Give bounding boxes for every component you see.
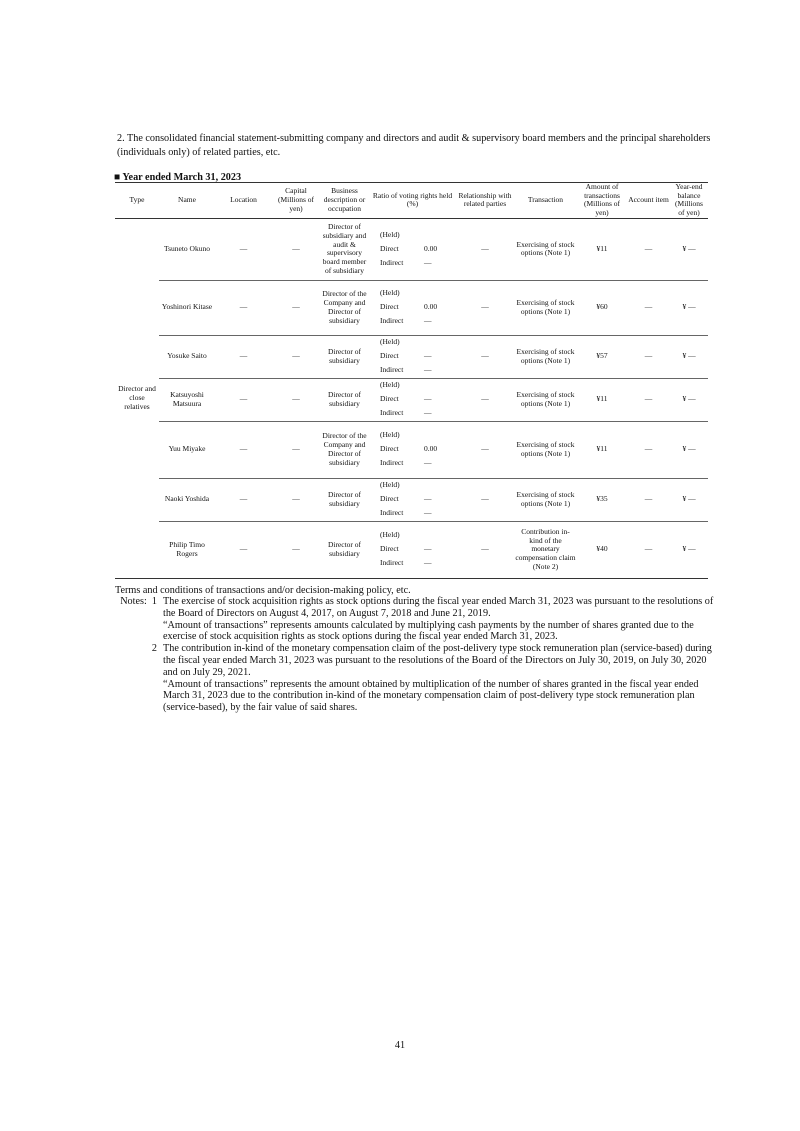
name-cell: Yuu Miyake	[159, 421, 215, 478]
related-party-table	[115, 182, 708, 579]
col-header-balance: Year-end balance (Millions of yen)	[670, 183, 708, 219]
type-cell: Director and close relatives	[115, 218, 159, 578]
transaction-cell: Exercising of stock options (Note 1)	[514, 478, 577, 521]
account-cell: —	[627, 478, 670, 521]
col-header-transaction: Transaction	[514, 183, 577, 219]
table-row	[115, 521, 708, 578]
relationship-cell: —	[456, 218, 514, 280]
capital-cell: —	[272, 478, 320, 521]
ratio-indirect-value: —	[424, 458, 432, 468]
table-row	[115, 218, 708, 280]
ratio-indirect-label: Indirect	[380, 316, 404, 326]
ratio-cell	[369, 378, 456, 421]
note-2	[117, 643, 717, 678]
col-header-location: Location	[215, 183, 272, 219]
ratio-held-label: (Held)	[380, 288, 400, 298]
ratio-cell	[369, 280, 456, 335]
terms-line: Terms and conditions of transactions and/or decision-making policy, etc.	[115, 585, 411, 596]
relationship-cell: —	[456, 280, 514, 335]
capital-cell: —	[272, 421, 320, 478]
account-cell: —	[627, 335, 670, 378]
amount-cell: ¥40	[577, 521, 627, 578]
table-row	[115, 378, 708, 421]
ratio-cell	[369, 335, 456, 378]
col-header-amount: Amount of transactions (Millions of yen)	[577, 183, 627, 219]
balance-cell: ¥ —	[670, 218, 708, 280]
ratio-held-label: (Held)	[380, 229, 400, 239]
capital-cell: —	[272, 378, 320, 421]
ratio-indirect-label: Indirect	[380, 257, 404, 267]
col-header-account: Account item	[627, 183, 670, 219]
ratio-held-label: (Held)	[380, 430, 400, 440]
business-cell: Director of the Company and Director of subsidiary	[320, 421, 369, 478]
transaction-cell: Exercising of stock options (Note 1)	[514, 421, 577, 478]
location-cell: —	[215, 280, 272, 335]
ratio-indirect-value: —	[424, 408, 432, 418]
ratio-direct-label: Direct	[380, 302, 399, 312]
capital-cell: —	[272, 335, 320, 378]
ratio-direct-label: Direct	[380, 243, 399, 253]
ratio-direct-label: Direct	[380, 544, 399, 554]
business-cell: Director of subsidiary and audit & supervisory board member of subsidiary	[320, 218, 369, 280]
amount-cell: ¥11	[577, 378, 627, 421]
ratio-direct-value: —	[424, 494, 432, 504]
ratio-indirect-label: Indirect	[380, 408, 404, 418]
ratio-cell	[369, 421, 456, 478]
location-cell: —	[215, 335, 272, 378]
name-cell: Tsuneto Okuno	[159, 218, 215, 280]
note-2-num: 2	[151, 643, 157, 655]
account-cell: —	[627, 421, 670, 478]
ratio-indirect-label: Indirect	[380, 458, 404, 468]
ratio-indirect-value: —	[424, 508, 432, 518]
name-cell: Naoki Yoshida	[159, 478, 215, 521]
account-cell: —	[627, 521, 670, 578]
note-2-para-text: “Amount of transactions” represents the amount obtained by multiplication of the number of shares granted in the fiscal year ended March 31, 2023 due to the contribution in-kind of the monetary compensation claim of post-delivery type stock remuneration plan (service-based), by the fair value of said shares.	[163, 678, 699, 714]
ratio-indirect-value: —	[424, 558, 432, 568]
amount-cell: ¥57	[577, 335, 627, 378]
ratio-held-label: (Held)	[380, 530, 400, 540]
col-header-capital: Capital (Millions of yen)	[272, 183, 320, 219]
business-cell: Director of the Company and Director of subsidiary	[320, 280, 369, 335]
table-row	[115, 478, 708, 521]
ratio-direct-label: Direct	[380, 351, 399, 361]
ratio-indirect-label: Indirect	[380, 508, 404, 518]
location-cell: —	[215, 421, 272, 478]
relationship-cell: —	[456, 421, 514, 478]
ratio-direct-value: 0.00	[424, 444, 438, 454]
relationship-cell: —	[456, 478, 514, 521]
amount-cell: ¥11	[577, 218, 627, 280]
notes-label: Notes: 1	[120, 596, 157, 607]
balance-cell: ¥ —	[670, 280, 708, 335]
transaction-cell: Exercising of stock options (Note 1)	[514, 280, 577, 335]
ratio-cell	[369, 218, 456, 280]
ratio-held-label: (Held)	[380, 480, 400, 490]
ratio-held-label: (Held)	[380, 337, 400, 347]
account-cell: —	[627, 280, 670, 335]
note-2-text: The contribution in-kind of the monetary compensation claim of the post-delivery type stock remuneration plan (service-based) during the fiscal year ended March 31, 2023 was pursuant to the resolutions of the Board of the Directors on July 30, 2019, on July 30, 2020 and on July 29, 2021.	[163, 643, 712, 678]
business-cell: Director of subsidiary	[320, 478, 369, 521]
capital-cell: —	[272, 280, 320, 335]
account-cell: —	[627, 218, 670, 280]
ratio-indirect-label: Indirect	[380, 558, 404, 568]
amount-cell: ¥60	[577, 280, 627, 335]
ratio-indirect-value: —	[424, 316, 432, 326]
location-cell: —	[215, 378, 272, 421]
balance-cell: ¥ —	[670, 521, 708, 578]
ratio-direct-value: 0.00	[424, 243, 438, 253]
business-cell: Director of subsidiary	[320, 378, 369, 421]
balance-cell: ¥ —	[670, 335, 708, 378]
ratio-cell	[369, 521, 456, 578]
relationship-cell: —	[456, 378, 514, 421]
table-row	[115, 280, 708, 335]
account-cell: —	[627, 378, 670, 421]
capital-cell: —	[272, 218, 320, 280]
transaction-cell: Exercising of stock options (Note 1)	[514, 335, 577, 378]
transaction-cell: Exercising of stock options (Note 1)	[514, 378, 577, 421]
location-cell: —	[215, 521, 272, 578]
relationship-cell: —	[456, 335, 514, 378]
ratio-indirect-label: Indirect	[380, 365, 404, 375]
notes-section	[117, 596, 717, 714]
col-header-relationship: Relationship with related parties	[456, 183, 514, 219]
ratio-direct-label: Direct	[380, 444, 399, 454]
section-heading: ■ Year ended March 31, 2023	[114, 172, 242, 183]
business-cell: Director of subsidiary	[320, 521, 369, 578]
ratio-direct-label: Direct	[380, 494, 399, 504]
ratio-cell	[369, 478, 456, 521]
note-1-para	[117, 620, 717, 644]
amount-cell: ¥35	[577, 478, 627, 521]
col-header-ratio: Ratio of voting rights held (%)	[369, 183, 456, 219]
transaction-cell: Exercising of stock options (Note 1)	[514, 218, 577, 280]
col-header-type: Type	[115, 183, 159, 219]
name-cell: Yosuke Saito	[159, 335, 215, 378]
intro-paragraph: 2. The consolidated financial statement-submitting company and directors and audit & supervisory board members and the principal shareholders (individuals only) of related parties, etc.	[117, 133, 711, 158]
table-header-row	[115, 183, 708, 219]
name-cell: Yoshinori Kitase	[159, 280, 215, 335]
name-cell: Katsuyoshi Matsuura	[159, 378, 215, 421]
note-2-para	[117, 679, 717, 714]
table-row	[115, 421, 708, 478]
ratio-held-label: (Held)	[380, 380, 400, 390]
ratio-direct-value: —	[424, 394, 432, 404]
col-header-business: Business description or occupation	[320, 183, 369, 219]
balance-cell: ¥ —	[670, 421, 708, 478]
balance-cell: ¥ —	[670, 478, 708, 521]
relationship-cell: —	[456, 521, 514, 578]
capital-cell: —	[272, 521, 320, 578]
amount-cell: ¥11	[577, 421, 627, 478]
location-cell: —	[215, 218, 272, 280]
ratio-direct-value: 0.00	[424, 302, 438, 312]
location-cell: —	[215, 478, 272, 521]
note-1-para-text: “Amount of transactions” represents amounts calculated by multiplying cash payments by the number of shares granted due to the exercise of stock acquisition rights as stock options during the fiscal year ended March 31, 2023.	[163, 619, 694, 643]
page-number: 41	[394, 1040, 406, 1051]
table-row	[115, 335, 708, 378]
note-1	[117, 596, 717, 620]
ratio-indirect-value: —	[424, 365, 432, 375]
col-header-name: Name	[159, 183, 215, 219]
ratio-direct-value: —	[424, 351, 432, 361]
ratio-direct-value: —	[424, 544, 432, 554]
ratio-indirect-value: —	[424, 257, 432, 267]
name-cell: Philip Timo Rogers	[159, 521, 215, 578]
note-1-text: The exercise of stock acquisition rights as stock options during the fiscal year ended March 31, 2023 was pursuant to the resolutions of the Board of Directors on August 4, 2017, on August 7, 2018 and June 21, 2019.	[163, 596, 714, 619]
balance-cell: ¥ —	[670, 378, 708, 421]
transaction-cell: Contribution in-kind of the monetary compensation claim (Note 2)	[514, 521, 577, 578]
ratio-direct-label: Direct	[380, 394, 399, 404]
business-cell: Director of subsidiary	[320, 335, 369, 378]
